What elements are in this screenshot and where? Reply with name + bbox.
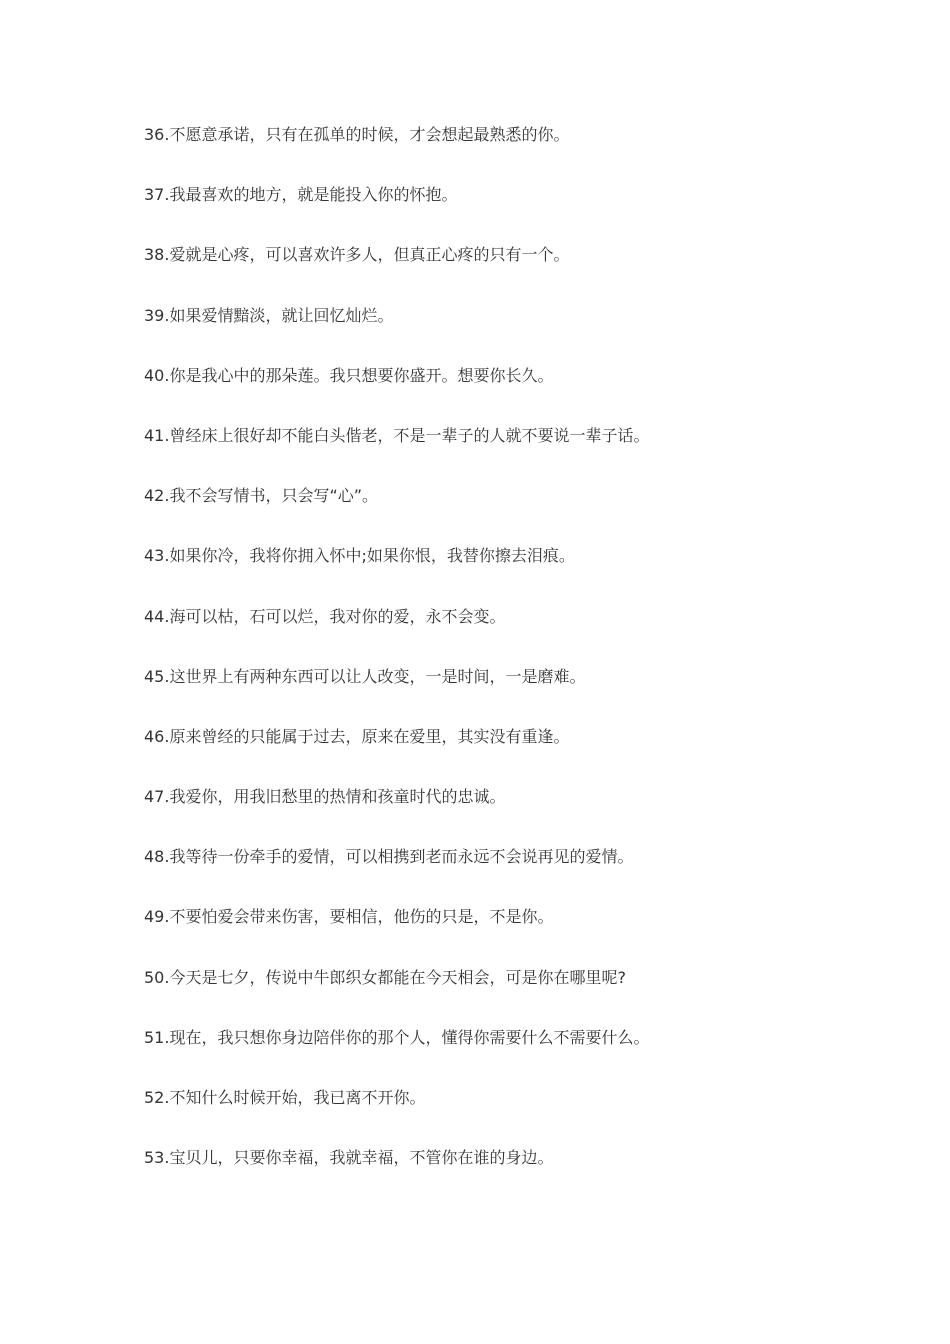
text-line: 49.不要怕爱会带来伤害，要相信，他伤的只是，不是你。 bbox=[144, 907, 554, 927]
text-line: 43.如果你冷，我将你拥入怀中;如果你恨，我替你擦去泪痕。 bbox=[144, 546, 575, 566]
text-line: 40.你是我心中的那朵莲。我只想要你盛开。想要你长久。 bbox=[144, 365, 554, 385]
text-line: 44.海可以枯，石可以烂，我对你的爱，永不会变。 bbox=[144, 606, 506, 626]
text-list bbox=[144, 122, 904, 1205]
text-line: 37.我最喜欢的地方，就是能投入你的怀抱。 bbox=[144, 185, 458, 205]
text-line: 42.我不会写情书，只会写“心”。 bbox=[144, 486, 379, 506]
text-line: 41.曾经床上很好却不能白头偕老，不是一辈子的人就不要说一辈子话。 bbox=[144, 425, 650, 445]
text-line: 39.如果爱情黯淡，就让回忆灿烂。 bbox=[144, 305, 394, 325]
text-line: 48.我等待一份牵手的爱情，可以相携到老而永远不会说再见的爱情。 bbox=[144, 847, 634, 867]
text-line: 47.我爱你，用我旧愁里的热情和孩童时代的忠诚。 bbox=[144, 787, 506, 807]
text-line: 52.不知什么时候开始，我已离不开你。 bbox=[144, 1088, 426, 1107]
text-line: 46.原来曾经的只能属于过去，原来在爱里，其实没有重逢。 bbox=[144, 726, 570, 746]
text-line: 45.这世界上有两种东西可以让人改变，一是时间，一是磨难。 bbox=[144, 666, 586, 686]
text-line: 51.现在，我只想你身边陪伴你的那个人，懂得你需要什么不需要什么。 bbox=[144, 1027, 650, 1047]
text-line: 38.爱就是心疼，可以喜欢许多人，但真正心疼的只有一个。 bbox=[144, 245, 570, 265]
text-line: 50.今天是七夕，传说中牛郎织女都能在今天相会，可是你在哪里呢? bbox=[144, 967, 626, 987]
text-line: 36.不愿意承诺，只有在孤单的时候，才会想起最熟悉的你。 bbox=[144, 125, 570, 144]
text-line: 53.宝贝儿，只要你幸福，我就幸福，不管你在谁的身边。 bbox=[144, 1148, 554, 1168]
